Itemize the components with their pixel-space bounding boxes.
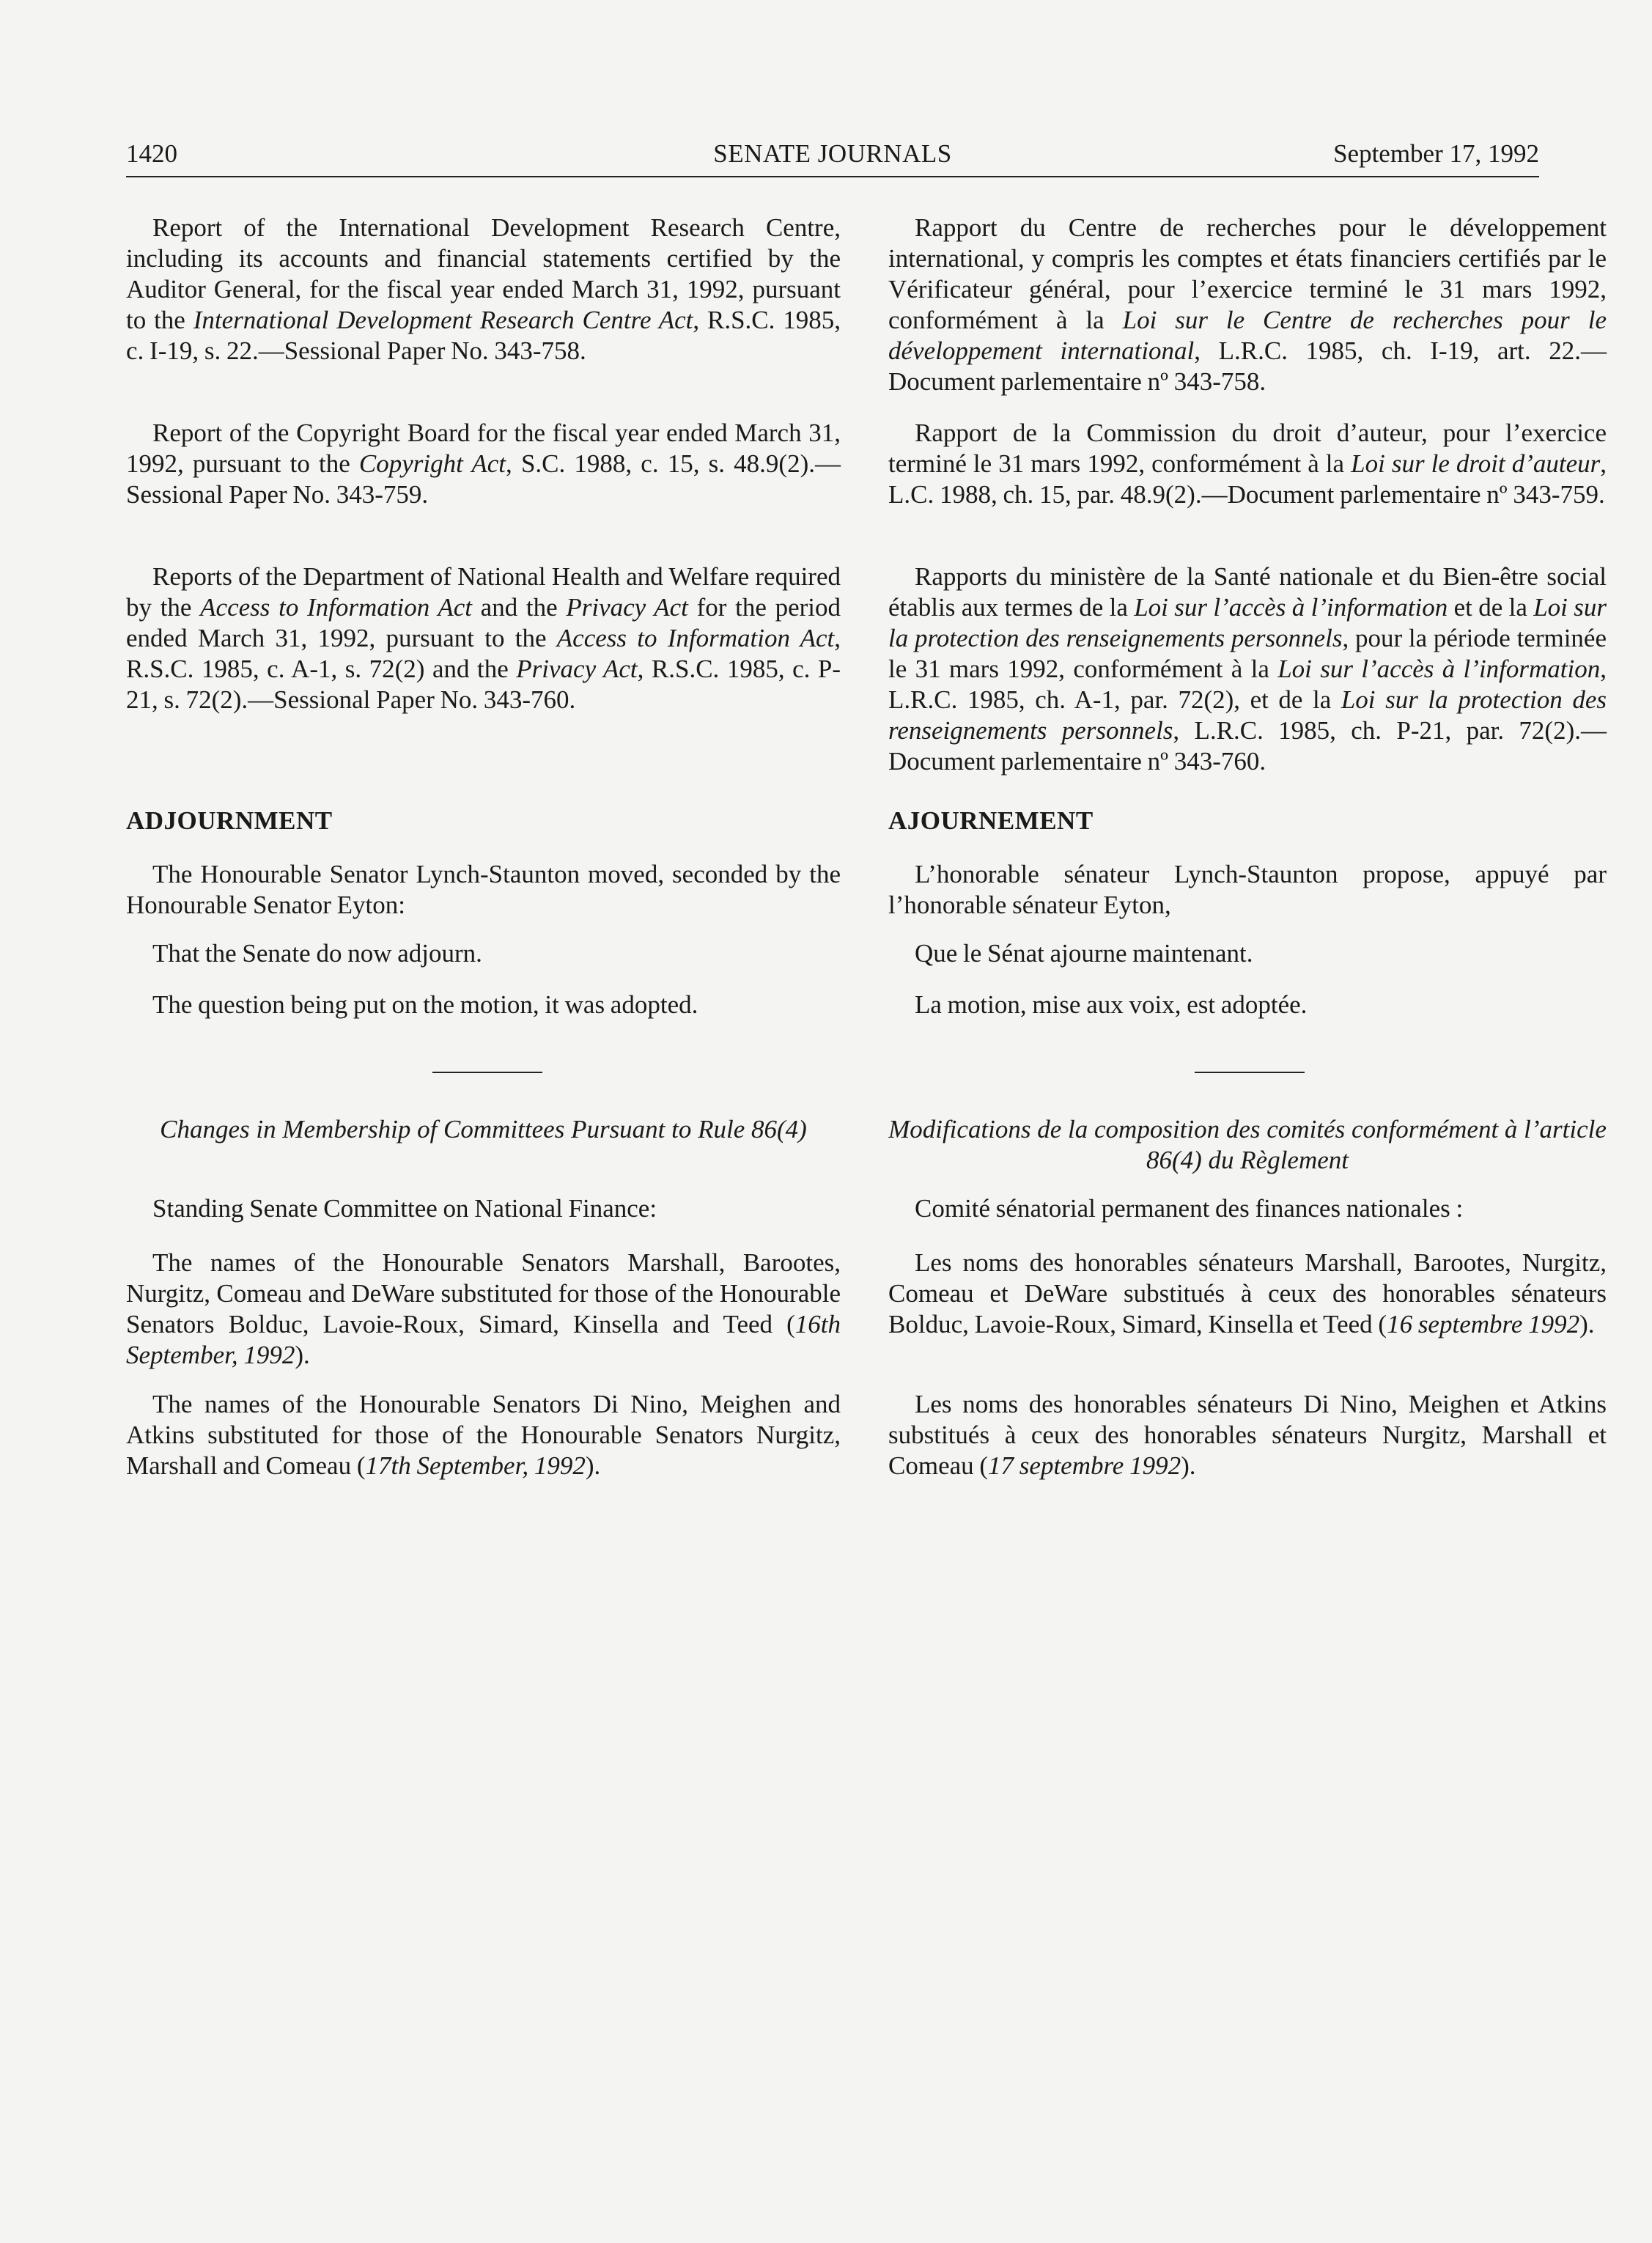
act-title: Privacy Act	[566, 593, 688, 622]
report-text: et de la	[1448, 593, 1534, 622]
journal-title: SENATE JOURNALS	[713, 139, 952, 168]
act-title: Privacy Act	[516, 655, 638, 683]
journal-date: September 17, 1992	[1333, 139, 1539, 168]
report-text: and the	[471, 593, 567, 622]
adjournment-resolution	[126, 938, 841, 969]
report-paragraph	[126, 561, 841, 715]
membership-change-2	[888, 1389, 1607, 1481]
change-text: ).	[1579, 1310, 1595, 1338]
adjournment-heading: ADJOURNMENT	[126, 806, 333, 835]
resolution-text: Que le Sénat ajourne maintenant.	[915, 939, 1253, 968]
report-text: Reports of the Department of National Health and Welfare required by the	[126, 562, 841, 622]
act-title: Copyright Act	[358, 449, 506, 478]
report-text: , L.R.C. 1985, ch. I-19, art. 22.—Document parlementaire nº 343-758.	[888, 336, 1607, 396]
report-paragraph	[126, 213, 841, 367]
act-title: Loi sur la protection des renseignements personnels	[888, 593, 1607, 652]
adjournment-result	[126, 990, 841, 1020]
report-en-1	[126, 213, 841, 367]
result-text: The question being put on the motion, it was adopted.	[152, 990, 698, 1019]
change-paragraph	[126, 1248, 841, 1371]
committee-changes-heading: Modifications de la composition des comités conformément à l’article 86(4) du Règlement	[888, 1115, 1607, 1174]
act-title: Loi sur le droit d’auteur	[1351, 449, 1601, 478]
report-text: for the period ended March 31, 1992, pursuant to the	[126, 593, 841, 652]
membership-change-1	[888, 1248, 1607, 1340]
act-title: Loi sur l’accès à l’information	[1277, 655, 1601, 683]
change-text: ).	[1181, 1451, 1196, 1480]
page-number: 1420	[126, 139, 177, 168]
committee-name	[888, 1193, 1607, 1224]
change-date: 16th September, 1992	[126, 1310, 841, 1369]
report-fr-2	[888, 418, 1607, 510]
report-text: Report of the International Development Research Centre, including its accounts and financial statements certified by the Auditor General, for the fiscal year ended March 31, 1992, pursuant to the	[126, 213, 841, 334]
report-text: Rapport du Centre de recherches pour le développement international, y compris les comptes et états financiers certifiés par le Vérificateur général, pour l’exercice terminé le 31 mars 1992, conformément à la	[888, 213, 1607, 334]
report-text: , L.R.C. 1985, ch. P-21, par. 72(2).—Document parlementaire nº 343-760.	[888, 716, 1607, 776]
report-en-2	[126, 418, 841, 510]
change-text: Les noms des honorables sénateurs Marshall, Barootes, Nurgitz, Comeau et DeWare substitués à ceux des honorables sénateurs Bolduc, Lavoie-Roux, Simard, Kinsella et Teed (	[888, 1248, 1607, 1338]
committee-name	[126, 1193, 841, 1224]
report-fr-3	[888, 561, 1607, 777]
change-text: The names of the Honourable Senators Marshall, Barootes, Nurgitz, Comeau and DeWare substituted for those of the Honourable Senators Bolduc, Lavoie-Roux, Simard, Kinsella and Teed (	[126, 1248, 841, 1338]
act-title: Loi sur l’accès à l’information	[1134, 593, 1448, 622]
act-title: Loi sur la protection des renseignements personnels	[888, 685, 1607, 745]
section-divider	[432, 1072, 542, 1073]
change-paragraph	[888, 1389, 1607, 1481]
report-text: Report of the Copyright Board for the fiscal year ended March 31, 1992, pursuant to the	[126, 419, 841, 478]
change-date: 17 septembre 1992	[988, 1451, 1181, 1480]
report-paragraph	[126, 418, 841, 510]
committee-text: Standing Senate Committee on National Finance:	[152, 1194, 657, 1223]
change-text: Les noms des honorables sénateurs Di Nino, Meighen et Atkins substitués à ceux des honorables sénateurs Nurgitz, Marshall et Comeau (	[888, 1390, 1607, 1480]
result-text: La motion, mise aux voix, est adoptée.	[915, 990, 1308, 1019]
report-paragraph	[888, 213, 1607, 397]
act-title: Access to Information Act	[556, 624, 835, 652]
report-text: , R.S.C. 1985, c. I-19, s. 22.—Sessional Paper No. 343-758.	[126, 306, 841, 365]
adjournment-motion	[126, 859, 841, 921]
report-en-3	[126, 561, 841, 715]
adjournment-motion	[888, 859, 1607, 921]
change-paragraph	[126, 1389, 841, 1481]
adjournment-heading: AJOURNEMENT	[888, 806, 1094, 835]
report-fr-1	[888, 213, 1607, 397]
report-text: , S.C. 1988, c. 15, s. 48.9(2).—Sessional Paper No. 343-759.	[126, 449, 841, 509]
change-date: 16 septembre 1992	[1387, 1310, 1580, 1338]
report-paragraph	[888, 561, 1607, 777]
report-text: Rapport de la Commission du droit d’auteur, pour l’exercice terminé le 31 mars 1992, conformément à la	[888, 419, 1607, 478]
adjournment-resolution	[888, 938, 1607, 969]
section-divider	[1195, 1072, 1305, 1073]
committee-text: Comité sénatorial permanent des finances nationales :	[915, 1194, 1464, 1223]
act-title: Access to Information Act	[200, 593, 472, 622]
report-text: , L.C. 1988, ch. 15, par. 48.9(2).—Document parlementaire nº 343-759.	[888, 449, 1607, 509]
report-text: , L.R.C. 1985, ch. A-1, par. 72(2), et de la	[888, 655, 1607, 714]
report-paragraph	[888, 418, 1607, 510]
change-text: ).	[295, 1341, 310, 1369]
adjournment-result	[888, 990, 1607, 1020]
change-paragraph	[888, 1248, 1607, 1340]
resolution-text: That the Senate do now adjourn.	[152, 939, 482, 968]
act-title: Loi sur le Centre de recherches pour le développement international	[888, 306, 1607, 365]
membership-change-2	[126, 1389, 841, 1481]
change-date: 17th September, 1992	[365, 1451, 586, 1480]
page-header	[126, 139, 1539, 177]
report-text: , pour la période terminée le 31 mars 1992, conformément à la	[888, 624, 1607, 683]
membership-change-1	[126, 1248, 841, 1371]
motion-text: L’honorable sénateur Lynch-Staunton propose, appuyé par l’honorable sénateur Eyton,	[888, 860, 1607, 919]
report-text: , R.S.C. 1985, c. A-1, s. 72(2) and the	[126, 624, 841, 683]
motion-text: The Honourable Senator Lynch-Staunton moved, seconded by the Honourable Senator Eyton:	[126, 860, 841, 919]
committee-changes-heading: Changes in Membership of Committees Pursuant to Rule 86(4)	[160, 1115, 807, 1143]
change-text: The names of the Honourable Senators Di Nino, Meighen and Atkins substituted for those of the Honourable Senators Nurgitz, Marshall and Comeau (	[126, 1390, 841, 1480]
report-text: Rapports du ministère de la Santé nationale et du Bien-être social établis aux termes de la	[888, 562, 1607, 622]
report-text: , R.S.C. 1985, c. P-21, s. 72(2).—Sessional Paper No. 343-760.	[126, 655, 841, 714]
act-title: International Development Research Centre Act	[193, 306, 693, 334]
change-text: ).	[585, 1451, 601, 1480]
